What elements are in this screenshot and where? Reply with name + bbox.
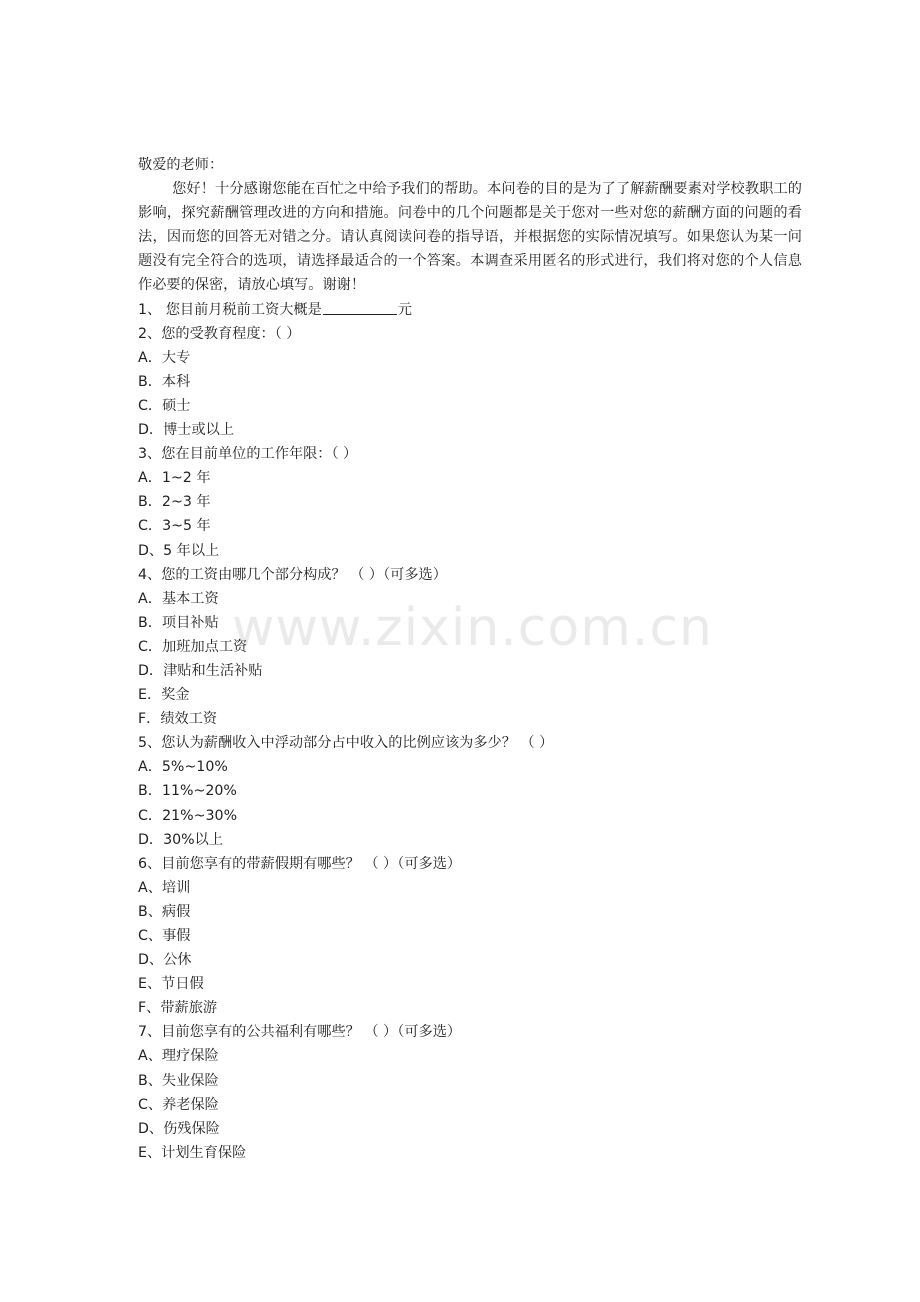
greeting: 敬爱的老师： — [138, 157, 224, 173]
question-4-option[interactable]: F．绩效工资 — [138, 711, 218, 728]
question-2-option[interactable]: C．硕士 — [138, 397, 191, 414]
question-4-title: 4、您的工资由哪几个部分构成？ （ ）（可多选） — [138, 566, 447, 583]
question-list — [138, 322, 802, 1165]
question-2-option[interactable]: A．大专 — [138, 349, 191, 366]
question-2-title: 2、您的受教育程度：（ ） — [138, 325, 301, 342]
question-1-text: 1、 您目前月税前工资大概是 — [138, 301, 322, 318]
question-6-option[interactable]: E、节日假 — [138, 976, 204, 993]
question-1 — [138, 298, 802, 322]
question-6-option[interactable]: D、公休 — [138, 952, 192, 969]
question-4-option[interactable]: C．加班加点工资 — [138, 638, 248, 655]
intro-paragraph: 您好！十分感谢您能在百忙之中给予我们的帮助。本问卷的目的是为了了解薪酬要素对学校教职工的影响，探究薪酬管理改进的方向和措施。问卷中的几个问题都是关于您对一些对您的薪酬方面的问题的看法，因而您的回答无对错之分。请认真阅读问卷的指导语，并根据您的实际情况填写。如果您认为某一问题没有完全符合的选项，请选择最适合的一个答案。本调查采用匿名的形式进行，我们将对您的个人信息作必要的保密，请放心填写。谢谢！ — [138, 181, 802, 294]
question-5-option[interactable]: D．30%以上 — [138, 831, 224, 848]
questionnaire-page — [138, 153, 802, 1165]
question-7-option[interactable]: E、计划生育保险 — [138, 1144, 247, 1161]
question-6-option[interactable]: A、培训 — [138, 879, 191, 896]
question-6-option[interactable]: C、事假 — [138, 928, 191, 944]
question-3-option[interactable]: C．3~5 年 — [138, 518, 211, 535]
question-7-title: 7、目前您享有的公共福利有哪些？ （ ）（可多选） — [138, 1024, 462, 1041]
question-1-unit: 元 — [397, 301, 412, 318]
question-7-option[interactable]: A、理疗保险 — [138, 1048, 219, 1065]
watermark: www.zixin.com.cn — [232, 598, 713, 658]
salary-blank[interactable] — [323, 299, 397, 315]
question-6-title: 6、目前您享有的带薪假期有哪些？ （ ）（可多选） — [138, 855, 462, 872]
question-7-option[interactable]: C、养老保险 — [138, 1096, 219, 1113]
question-4-option[interactable]: D．津贴和生活补贴 — [138, 662, 263, 679]
question-5-option[interactable]: B．11%~20% — [138, 783, 237, 800]
question-4-option[interactable]: E．奖金 — [138, 687, 190, 704]
question-6-option[interactable]: B、病假 — [138, 903, 191, 920]
question-5-option[interactable]: C．21%~30% — [138, 807, 238, 824]
question-5-title: 5、您认为薪酬收入中浮动部分占中收入的比例应该为多少？ （ ） — [138, 735, 554, 752]
question-3-option[interactable]: B．2~3 年 — [138, 494, 211, 511]
question-4-option[interactable]: A．基本工资 — [138, 590, 219, 607]
question-3-option[interactable]: A．1~2 年 — [138, 470, 211, 487]
question-2-option[interactable]: D．博士或以上 — [138, 422, 235, 439]
question-5-option[interactable]: A．5%~10% — [138, 759, 228, 776]
question-7-option[interactable]: D、伤残保险 — [138, 1120, 220, 1137]
question-3-option[interactable]: D、5 年以上 — [138, 542, 220, 559]
question-2-option[interactable]: B．本科 — [138, 373, 191, 390]
question-4-option[interactable]: B．项目补贴 — [138, 614, 219, 631]
question-7-option[interactable]: B、失业保险 — [138, 1072, 219, 1089]
question-3-title: 3、您在目前单位的工作年限：（ ） — [138, 446, 358, 463]
question-6-option[interactable]: F、带薪旅游 — [138, 1000, 218, 1017]
